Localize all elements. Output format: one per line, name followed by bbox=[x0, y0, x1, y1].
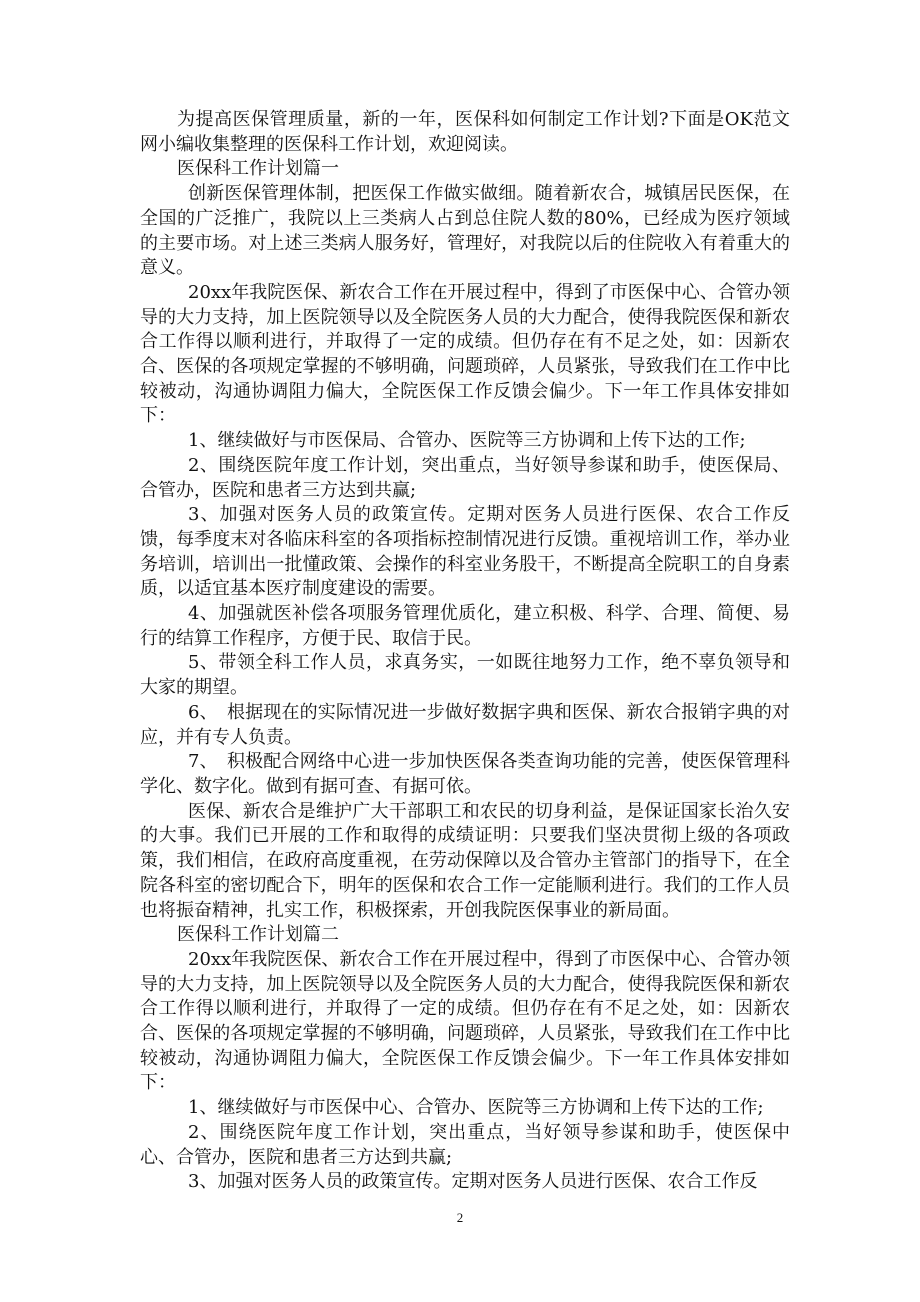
intro-paragraph: 为提高医保管理质量，新的一年，医保科如何制定工作计划?下面是OK范文网小编收集整理的医保科工作计划，欢迎阅读。 bbox=[140, 109, 790, 155]
document-body bbox=[140, 108, 790, 1195]
list-item: 2、围绕医院年度工作计划，突出重点，当好领导参谋和助手，使医保中心、合管办，医院和患者三方达到共赢; bbox=[140, 1121, 790, 1168]
list-item: 6、 根据现在的实际情况进一步做好数据字典和医保、新农合报销字典的对应，并有专人负责。 bbox=[140, 701, 790, 748]
page-number: 2 bbox=[456, 1210, 464, 1225]
paragraph: 20xx年我院医保、新农合工作在开展过程中，得到了市医保中心、合管办领导的大力支持，加上医院领导以及全院医务人员的大力配合，使得我院医保和新农合工作得以顺利进行，并取得了一定的成绩。但仍存在有不足之处，如：因新农合、医保的各项规定掌握的不够明确，问题琐碎，人员紧张，导致我们在工作中比较被动，沟通协调阻力偏大，全院医保工作反馈会偏少。下一年工作具体安排如下： bbox=[140, 948, 790, 1094]
list-item: 7、 积极配合网络中心进一步加快医保各类查询功能的完善，使医保管理科学化、数字化。做到有据可查、有据可依。 bbox=[140, 751, 790, 797]
list-item: 2、围绕医院年度工作计划，突出重点，当好领导参谋和助手，使医保局、合管办，医院和患者三方达到共赢; bbox=[140, 454, 790, 501]
paragraph: 创新医保管理体制，把医保工作做实做细。随着新农合，城镇居民医保，在全国的广泛推广，我院以上三类病人占到总住院人数的80%，已经成为医疗领域的主要市场。对上述三类病人服务好，管理好，对我院以后的住院收入有着重大的意义。 bbox=[140, 183, 790, 279]
section-heading-2: 医保科工作计划篇二 bbox=[177, 924, 339, 946]
list-item: 1、继续做好与市医保中心、合管办、医院等三方协调和上传下达的工作; bbox=[188, 1097, 764, 1119]
list-item: 3、加强对医务人员的政策宣传。定期对医务人员进行医保、农合工作反馈，每季度末对各临床科室的各项指标控制情况进行反馈。重视培训工作，举办业务培训，培训出一批懂政策、会操作的科室业务股干，不断提高全院职工的自身素质，以适宜基本医疗制度建设的需要。 bbox=[140, 504, 790, 600]
list-item: 4、加强就医补偿各项服务管理优质化，建立积极、科学、合理、简便、易行的结算工作程序，方便于民、取信于民。 bbox=[140, 603, 790, 649]
list-item: 1、继续做好与市医保局、合管办、医院等三方协调和上传下达的工作; bbox=[188, 430, 746, 452]
paragraph: 20xx年我院医保、新农合工作在开展过程中，得到了市医保中心、合管办领导的大力支持，加上医院领导以及全院医务人员的大力配合，使得我院医保和新农合工作得以顺利进行，并取得了一定的成绩。但仍存在有不足之处，如：因新农合、医保的各项规定掌握的不够明确，问题琐碎，人员紧张，导致我们在工作中比较被动，沟通协调阻力偏大，全院医保工作反馈会偏少。下一年工作具体安排如下： bbox=[140, 281, 790, 427]
list-item: 5、带领全科工作人员，求真务实，一如既往地努力工作，绝不辜负领导和大家的期望。 bbox=[140, 652, 790, 699]
list-item: 3、加强对医务人员的政策宣传。定期对医务人员进行医保、农合工作反 bbox=[188, 1171, 758, 1193]
paragraph: 医保、新农合是维护广大干部职工和农民的切身利益，是保证国家长治久安的大事。我们已开展的工作和取得的成绩证明：只要我们坚决贯彻上级的各项政策，我们相信，在政府高度重视，在劳动保障以及合管办主管部门的指导下，在全院各科室的密切配合下，明年的医保和农合工作一定能顺利进行。我们的工作人员也将振奋精神，扎实工作，积极探索，开创我院医保事业的新局面。 bbox=[140, 800, 790, 921]
section-heading-1: 医保科工作计划篇一 bbox=[177, 158, 339, 180]
